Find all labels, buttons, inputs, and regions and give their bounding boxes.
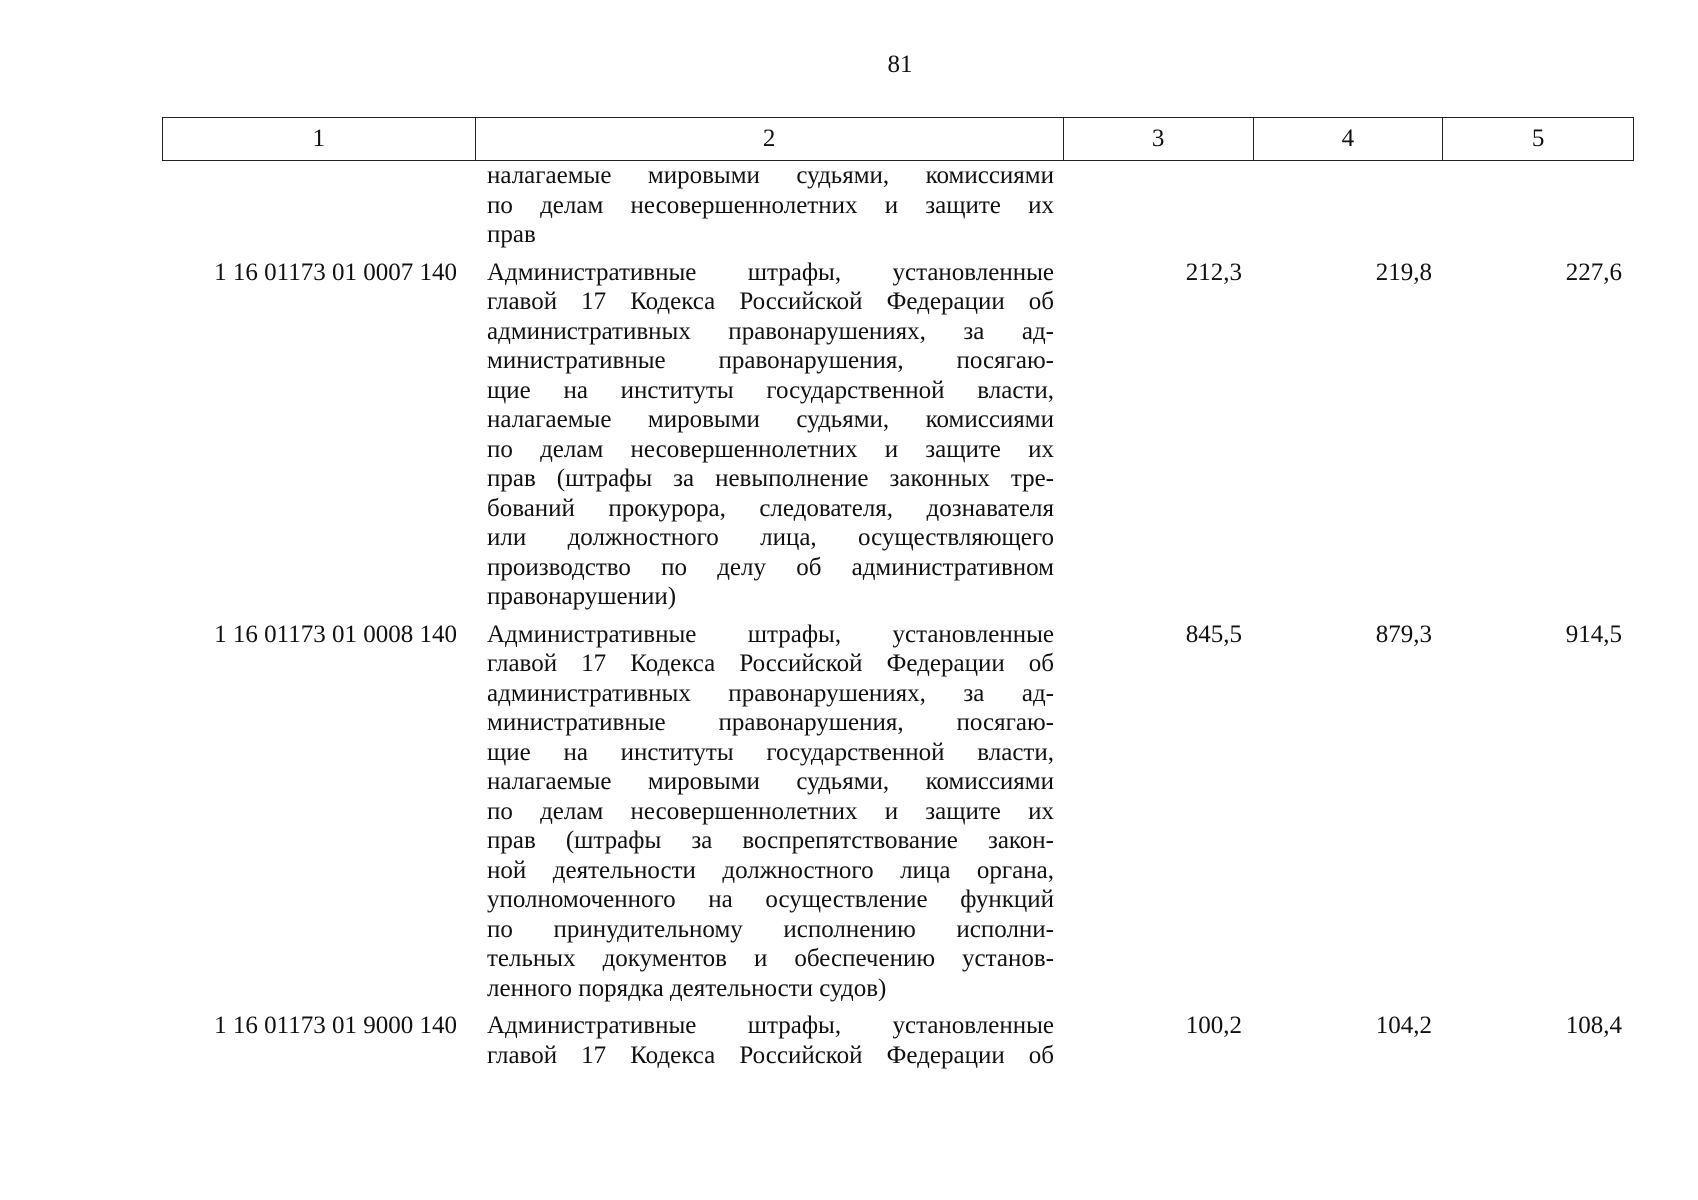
value-cell-5: 108,4 [1565, 1012, 1622, 1039]
text-line: налагаемые мировыми судьями, комиссиями [487, 162, 1054, 189]
text-line: или должностного лица, осуществляющего [487, 524, 1054, 551]
text-line: ной деятельности должностного лица органа, [487, 856, 1054, 884]
column-header-5: 5 [1531, 125, 1545, 152]
table-row [162, 258, 1634, 612]
text-line: бований прокурора, следователя, дознавателя [487, 494, 1054, 522]
text-line: министративные правонарушения, посягаю- [487, 347, 1054, 374]
text-line: главой 17 Кодекса Российской Федерации об [487, 288, 1054, 315]
text-line: производство по делу об административном [487, 553, 1054, 581]
column-header-1: 1 [163, 118, 476, 160]
table-header [162, 117, 1634, 161]
text-line: Административные штрафы, установленные [487, 620, 1054, 648]
text-line: налагаемые мировыми судьями, комиссиями [487, 406, 1054, 433]
table-body [162, 161, 1634, 1070]
text-line: прав [487, 221, 536, 248]
text-line: Административные штрафы, установленные [487, 1012, 1054, 1039]
text-line: щие на институты государственной власти, [487, 376, 1054, 404]
code-cell: 1 16 01173 01 0008 140 [214, 620, 457, 648]
value-cell-3: 845,5 [1185, 620, 1242, 648]
text-line: административных правонарушениях, за ад- [487, 317, 1054, 345]
text-line: уполномоченного на осуществление функций [487, 886, 1054, 913]
text-line: министративные правонарушения, посягаю- [487, 709, 1054, 736]
description-cell [475, 161, 1064, 250]
column-header-4: 4 [1254, 118, 1444, 160]
value-cell-4: 879,3 [1375, 620, 1432, 648]
value-cell-3: 100,2 [1185, 1012, 1242, 1039]
page-number: 81 [887, 51, 913, 78]
text-line: главой 17 Кодекса Российской Федерации об [487, 650, 1054, 677]
text-line: налагаемые мировыми судьями, комиссиями [487, 768, 1054, 795]
table-row [162, 620, 1634, 1004]
code-cell: 1 16 01173 01 9000 140 [214, 1012, 457, 1039]
value-cell-5: 227,6 [1565, 258, 1622, 286]
text-line: прав (штрафы за невыполнение законных тре- [487, 465, 1054, 492]
text-line: щие на институты государственной власти, [487, 738, 1054, 766]
text-line: по делам несовершеннолетних и защите их [487, 797, 1054, 825]
text-line: тельных документов и обеспечению установ- [487, 945, 1054, 972]
description-cell [475, 1011, 1064, 1070]
continuation-row [162, 161, 1634, 250]
value-cell-4: 219,8 [1375, 258, 1432, 286]
column-header-2: 2 [476, 118, 1064, 160]
text-line: правонарушении) [487, 583, 677, 610]
text-line: по делам несовершеннолетних и защите их [487, 435, 1054, 463]
table-row [162, 1011, 1634, 1070]
text-line: Административные штрафы, установленные [487, 258, 1054, 286]
text-line: по делам несовершеннолетних и защите их [487, 191, 1054, 219]
text-line: по принудительному исполнению исполни- [487, 915, 1054, 943]
text-line: административных правонарушениях, за ад- [487, 679, 1054, 707]
value-cell-4: 104,2 [1375, 1012, 1432, 1039]
value-cell-5: 914,5 [1565, 620, 1622, 648]
description-cell [475, 620, 1064, 1004]
description-cell [475, 258, 1064, 612]
text-line: главой 17 Кодекса Российской Федерации об [487, 1041, 1054, 1069]
column-header-3: 3 [1064, 118, 1254, 160]
text-line: ленного порядка деятельности судов) [487, 974, 887, 1002]
code-cell: 1 16 01173 01 0007 140 [214, 258, 457, 286]
text-line: прав (штрафы за воспрепятствование закон- [487, 827, 1054, 854]
value-cell-3: 212,3 [1185, 258, 1242, 286]
